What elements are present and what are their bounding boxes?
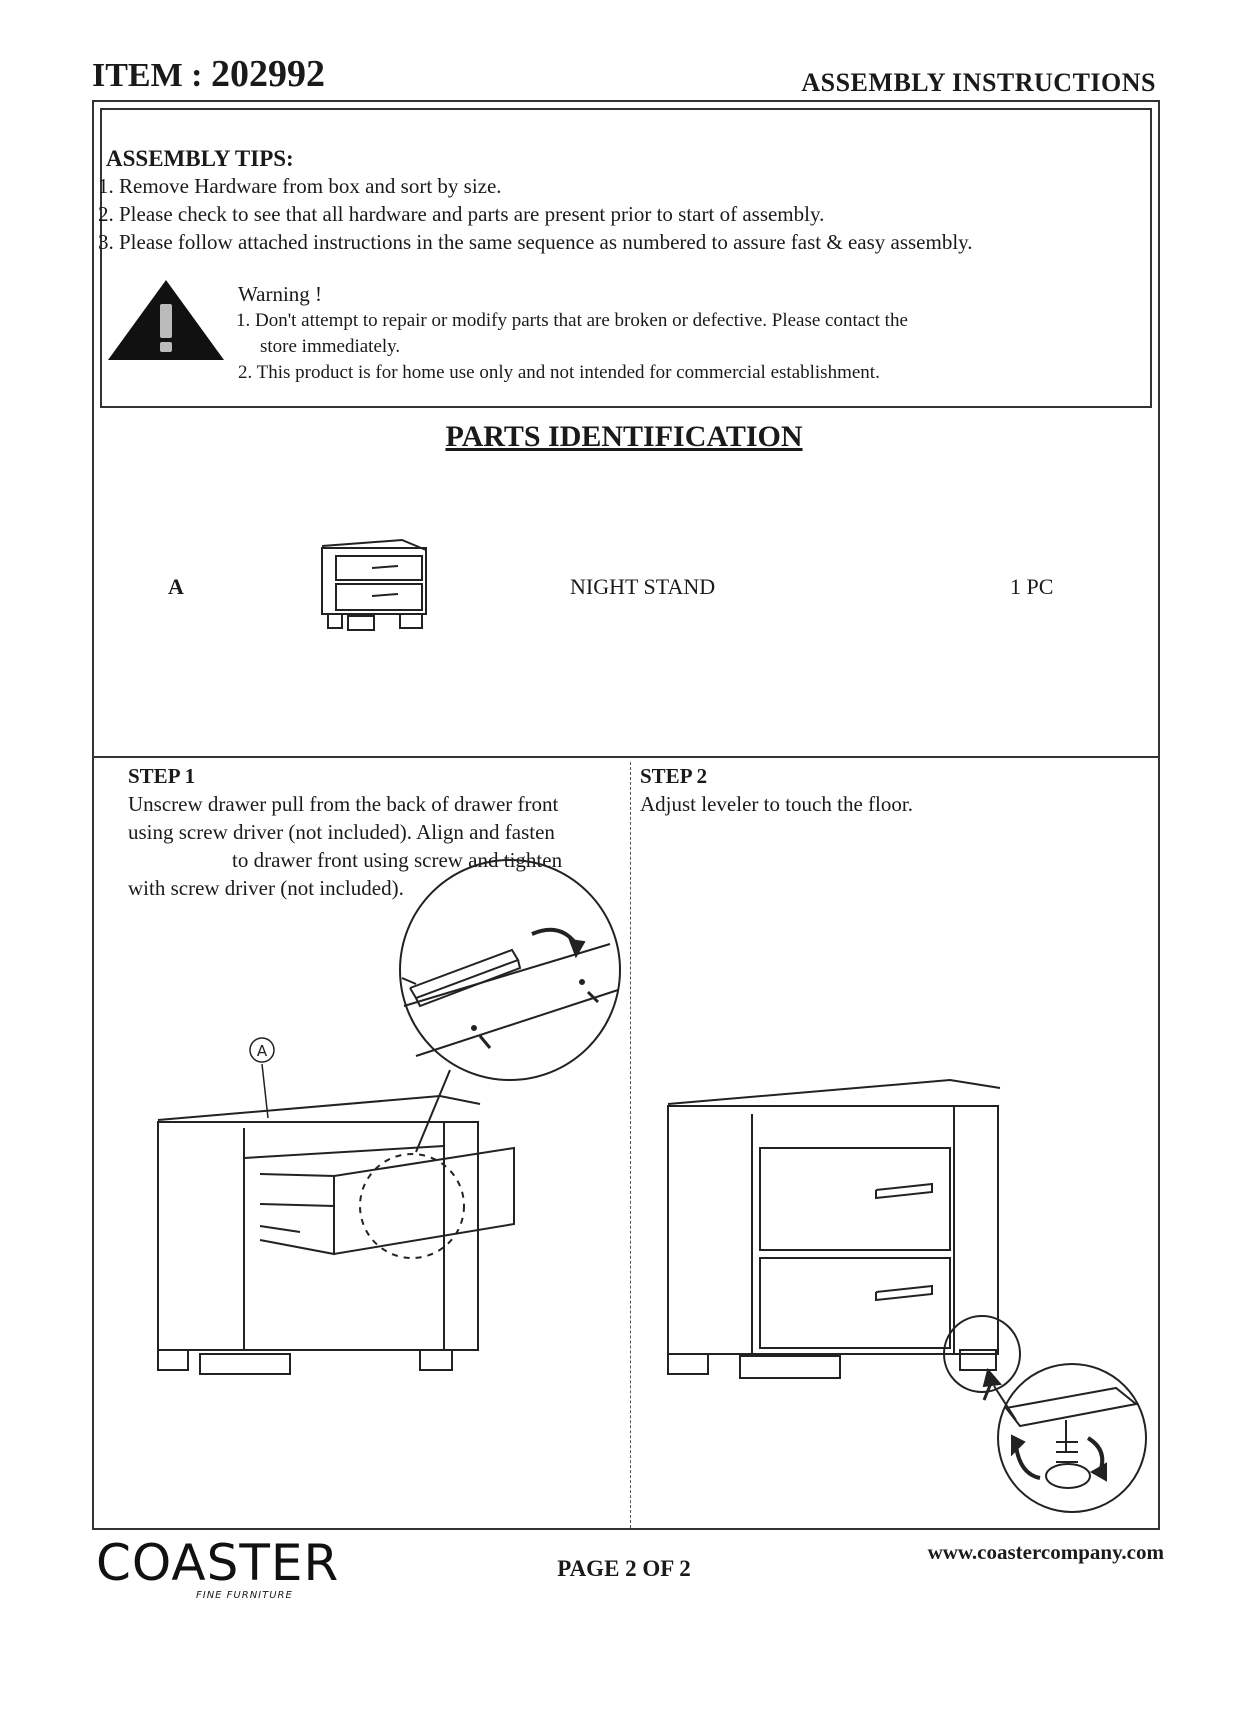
part-a-quantity: 1 PC [1010,574,1054,599]
document-title: ASSEMBLY INSTRUCTIONS [801,68,1156,97]
part-a-label: A [168,574,184,599]
warning-line-1b: store immediately. [260,336,401,357]
step-1-line-1: Unscrew drawer pull from the back of drawer front [128,792,559,816]
website-link[interactable]: www.coastercompany.com [927,1540,1164,1564]
logo-subtitle: FINE FURNITURE [196,1590,293,1601]
step-2-title: STEP 2 [640,764,708,788]
warning-triangle-icon [106,278,226,362]
nightstand-thumbnail-icon [300,536,430,636]
item-number: 202992 [211,53,325,95]
warning-line-1a: 1. Don't attempt to repair or modify parts that are broken or defective. Please contact the [236,310,908,331]
step-2-line-1: Adjust leveler to touch the floor. [640,792,913,816]
step-1-illustration [140,860,640,1360]
step-1-callout-a: A [256,1042,268,1060]
tip-1: 1. Remove Hardware from box and sort by size. [98,174,502,198]
step-1-line-4: with screw driver (not included). [128,876,404,900]
coaster-logo: COASTER [96,1534,340,1592]
page-number: PAGE 2 OF 2 [557,1556,691,1581]
parts-identification-title: PARTS IDENTIFICATION [445,420,803,453]
tip-3: 3. Please follow attached instructions in the same sequence as numbered to assure fast & easy assembly. [98,230,973,254]
warning-line-2: 2. This product is for home use only and not intended for commercial establishment. [238,362,880,383]
step-1-line-2: using screw driver (not included). Align and fasten [128,820,555,844]
item-heading [92,52,325,96]
tip-2: 2. Please check to see that all hardware and parts are present prior to start of assembly. [98,202,825,226]
item-label: ITEM : [92,57,203,94]
step-1-line-3: to drawer front using screw and tighten [232,848,563,872]
assembly-tips-title: ASSEMBLY TIPS: [106,146,294,171]
steps-divider [92,756,1160,758]
step-2-illustration [660,1040,1180,1500]
step-1-title: STEP 1 [128,764,196,788]
part-a-name: NIGHT STAND [570,574,716,599]
warning-title: Warning ! [238,282,323,306]
